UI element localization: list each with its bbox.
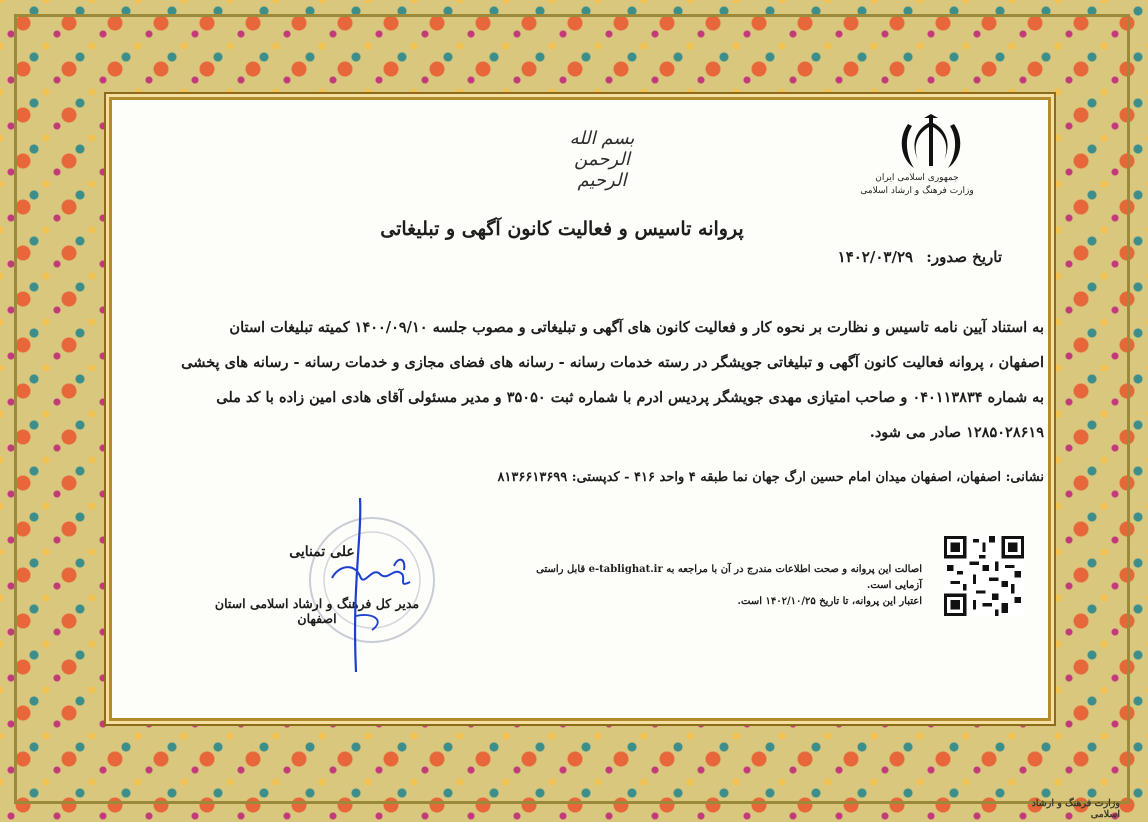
certificate-paper: [112, 100, 1048, 718]
iran-emblem-icon: [896, 114, 966, 174]
signer-title: مدیر کل فرهنگ و ارشاد اسلامی استان اصفهان: [214, 596, 420, 626]
issue-date-label: تاریخ صدور:: [926, 248, 1002, 266]
emblem-label-line1: جمهوری اسلامی ایران: [875, 173, 959, 183]
verification-line1: [532, 562, 922, 594]
verification-note: [532, 562, 922, 610]
address: نشانی: اصفهان، اصفهان میدان امام حسین ارگ جهان نما طبقه ۴ واحد ۴۱۶ - کدپستی: ۸۱۳۶۶۱۳۶۹۹: [497, 470, 1044, 485]
issue-date: [802, 248, 1002, 266]
bismillah-calligraphy: بسم الله الرحمن الرحیم: [569, 128, 635, 191]
license-body: به استناد آیین نامه تاسیس و نظارت بر نحوه کار و فعالیت کانون های آگهی و تبلیغاتی و مصوب جلسه ۱۴۰۰/۰۹/۱۰ کمیته تبلیغات استان اصفهان ، پروانه فعالیت کانون آگهی و تبلیغاتی جویشگر در رسته خدمات رسانه - رسانه های فضای مجازی و خدمات رسانه - رسانه های پخشی به شماره ۰۴۰۱۱۳۸۳۴ و صاحب امتیازی مهدی جویشگر پردیس ادرم با شماره ثبت ۳۵۰۵۰ و مدیر مسئولی آقای هادی امین زاده با کد ملی ۱۲۸۵۰۲۸۶۱۹ صادر می شود.: [181, 319, 1044, 441]
signer-name: علی تمنایی: [289, 544, 355, 560]
validity-line: اعتبار این پروانه، تا تاریخ ۱۴۰۲/۱۰/۲۵ است.: [737, 596, 922, 607]
issue-date-value: ۱۴۰۲/۰۳/۲۹: [837, 248, 914, 266]
emblem-label-line2: وزارت فرهنگ و ارشاد اسلامی: [860, 186, 974, 196]
certificate-title: پروانه تاسیس و فعالیت کانون آگهی و تبلیغاتی: [380, 218, 744, 240]
verification-url[interactable]: e-tablighat.ir: [588, 564, 663, 575]
verification-line1-suffix: قابل راستی آزمایی است.: [536, 564, 922, 591]
signature-scribble-icon: [302, 496, 452, 676]
emblem-label: [852, 172, 982, 198]
ministry-footer-label: وزارت فرهنگ و ارشاد اسلامی: [1031, 798, 1120, 820]
verification-line1-prefix: اصالت این پروانه و صحت اطلاعات مندرج در آن با مراجعه به: [666, 564, 922, 575]
qr-code-icon[interactable]: [944, 536, 1024, 616]
